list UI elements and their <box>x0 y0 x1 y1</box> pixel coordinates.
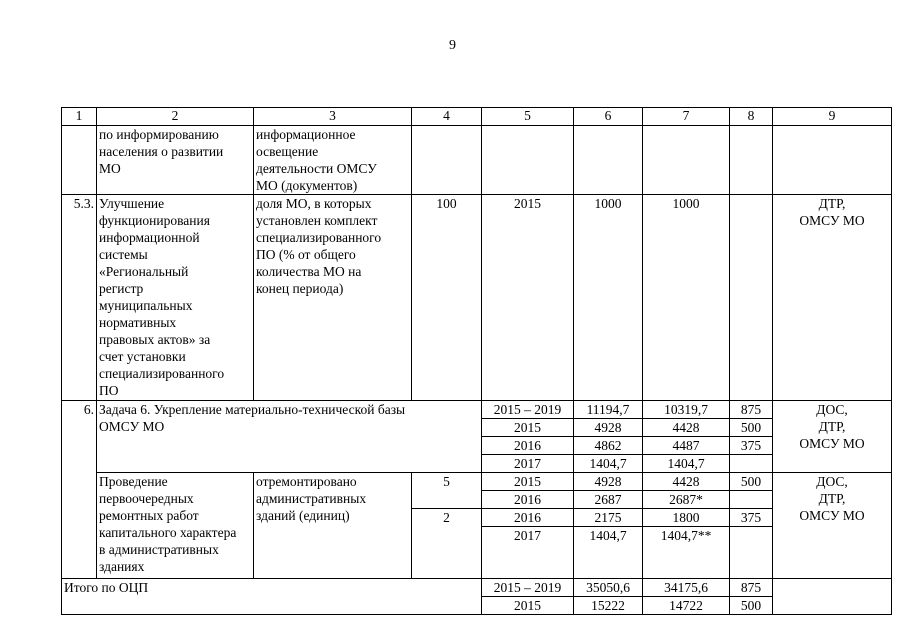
total-funding: 11194,7 <box>574 401 643 419</box>
text-line: установлен комплект <box>256 213 378 228</box>
text-line: регистр <box>99 281 144 296</box>
text-line: зданий (единиц) <box>256 508 350 523</box>
page-number: 9 <box>449 38 456 53</box>
text-line: Улучшение <box>99 196 165 211</box>
local-funding: 875 <box>730 401 773 419</box>
text-line: нормативных <box>99 315 177 330</box>
year-cell: 2015 <box>482 597 574 615</box>
text-line: первоочередных <box>99 491 194 506</box>
local-funding: 500 <box>730 473 773 491</box>
row-5-3 <box>62 195 892 401</box>
year-cell: 2015 – 2019 <box>482 401 574 419</box>
text-line: ремонтных работ <box>99 508 199 523</box>
total-label: Итого по ОЦП <box>62 579 482 615</box>
header-cell: 4 <box>412 108 482 126</box>
text-line: освещение <box>256 144 319 159</box>
cell-measure <box>97 126 254 195</box>
text-line: Проведение <box>99 474 168 489</box>
text-line: информационной <box>99 230 200 245</box>
cell-num <box>62 126 97 195</box>
executors <box>773 195 892 401</box>
total-funding: 2687 <box>574 491 643 509</box>
local-funding <box>730 195 773 401</box>
target-value: 5 <box>412 473 482 509</box>
text-line: специализированного <box>256 230 382 245</box>
local-funding <box>730 455 773 473</box>
local-funding: 500 <box>730 419 773 437</box>
year-cell: 2017 <box>482 527 574 579</box>
text-line: доля МО, в которых <box>256 196 372 211</box>
year-cell: 2015 – 2019 <box>482 579 574 597</box>
executors <box>773 579 892 615</box>
header-cell: 7 <box>643 108 730 126</box>
row-number: 6. <box>62 401 97 579</box>
total-funding: 4928 <box>574 473 643 491</box>
text-line: зданиях <box>99 559 145 574</box>
header-cell: 1 <box>62 108 97 126</box>
text-line: ОМСУ МО <box>799 213 865 228</box>
year-cell: 2017 <box>482 455 574 473</box>
header-row <box>62 108 892 126</box>
year-cell: 2015 <box>482 195 574 401</box>
text-line: конец периода) <box>256 281 344 296</box>
total-funding: 4928 <box>574 419 643 437</box>
text-line: ДОС, <box>816 402 848 417</box>
text-line: МО <box>99 161 121 176</box>
year-cell: 2016 <box>482 509 574 527</box>
year-cell: 2016 <box>482 491 574 509</box>
repair-row <box>62 473 892 491</box>
header-cell: 9 <box>773 108 892 126</box>
local-funding <box>730 527 773 579</box>
text-line: счет установки <box>99 349 186 364</box>
text-line: населения о развитии <box>99 144 224 159</box>
cell-indicator <box>254 473 412 579</box>
regional-funding: 10319,7 <box>643 401 730 419</box>
text-line: капитального характера <box>99 525 237 540</box>
local-funding: 375 <box>730 509 773 527</box>
text-line: ОМСУ МО <box>799 436 865 451</box>
target-value: 100 <box>412 195 482 401</box>
regional-funding: 2687* <box>643 491 730 509</box>
total-funding: 35050,6 <box>574 579 643 597</box>
text-line: муниципальных <box>99 298 193 313</box>
cell-indicator <box>254 126 412 195</box>
text-line: Задача 6. Укрепление материально-технической базы <box>99 402 406 417</box>
cell-measure <box>97 473 254 579</box>
text-line: ДОС, <box>816 474 848 489</box>
regional-funding: 4487 <box>643 437 730 455</box>
text-line: ДТР, <box>818 491 846 506</box>
text-line: информационное <box>256 127 356 142</box>
program-table <box>61 107 892 615</box>
text-line: ДТР, <box>818 196 846 211</box>
text-line: административных <box>256 491 367 506</box>
header-cell: 8 <box>730 108 773 126</box>
regional-funding: 34175,6 <box>643 579 730 597</box>
text-line: деятельности ОМСУ <box>256 161 377 176</box>
local-funding: 500 <box>730 597 773 615</box>
local-funding <box>730 491 773 509</box>
year-cell: 2015 <box>482 419 574 437</box>
regional-funding: 1404,7 <box>643 455 730 473</box>
regional-funding: 1000 <box>643 195 730 401</box>
total-row <box>62 579 892 597</box>
text-line: отремонтировано <box>256 474 357 489</box>
text-line: правовых актов» за <box>99 332 211 347</box>
header-cell: 5 <box>482 108 574 126</box>
total-funding: 1000 <box>574 195 643 401</box>
year-cell: 2016 <box>482 437 574 455</box>
regional-funding: 1800 <box>643 509 730 527</box>
task6-row <box>62 401 892 419</box>
text-line: количества МО на <box>256 264 362 279</box>
header-cell: 2 <box>97 108 254 126</box>
text-line: специализированного <box>99 366 225 381</box>
text-line: МО (документов) <box>256 178 358 193</box>
regional-funding: 14722 <box>643 597 730 615</box>
executors <box>773 401 892 473</box>
row-number: 5.3. <box>62 195 97 401</box>
text-line: «Региональный <box>99 264 189 279</box>
header-cell: 3 <box>254 108 412 126</box>
target-value: 2 <box>412 509 482 579</box>
local-funding: 375 <box>730 437 773 455</box>
cell-measure <box>97 195 254 401</box>
text-line: системы <box>99 247 148 262</box>
text-line: ОМСУ МО <box>99 419 165 434</box>
regional-funding: 4428 <box>643 473 730 491</box>
regional-funding: 1404,7** <box>643 527 730 579</box>
local-funding: 875 <box>730 579 773 597</box>
total-funding: 1404,7 <box>574 527 643 579</box>
executors <box>773 473 892 579</box>
total-funding: 15222 <box>574 597 643 615</box>
task-text <box>97 401 482 473</box>
total-funding: 4862 <box>574 437 643 455</box>
total-funding: 1404,7 <box>574 455 643 473</box>
year-cell: 2015 <box>482 473 574 491</box>
header-cell: 6 <box>574 108 643 126</box>
total-funding: 2175 <box>574 509 643 527</box>
cell-indicator <box>254 195 412 401</box>
text-line: по информированию <box>99 127 219 142</box>
text-line: ПО <box>99 383 119 398</box>
text-line: ОМСУ МО <box>799 508 865 523</box>
text-line: в административных <box>99 542 219 557</box>
continued-row <box>62 126 892 195</box>
text-line: ДТР, <box>818 419 846 434</box>
regional-funding: 4428 <box>643 419 730 437</box>
text-line: ПО (% от общего <box>256 247 356 262</box>
text-line: функционирования <box>99 213 210 228</box>
